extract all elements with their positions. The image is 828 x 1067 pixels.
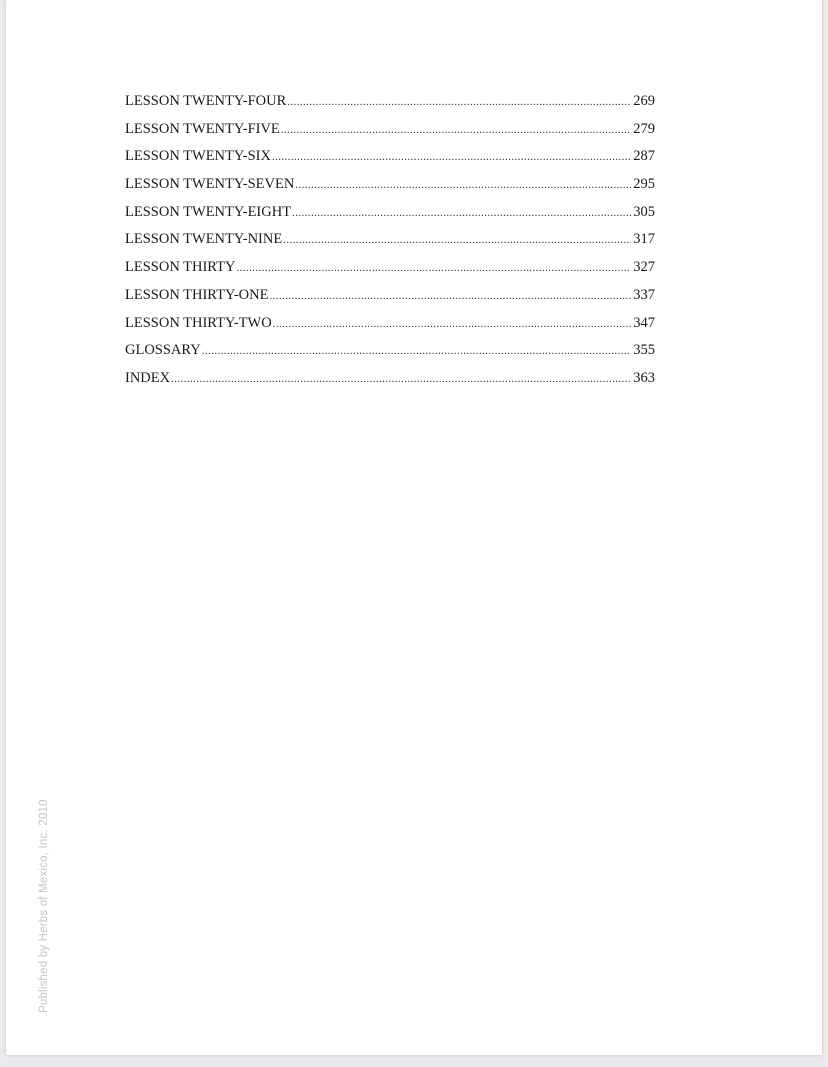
toc-dot-leader [292,207,631,219]
toc-entry-page: 355 [633,342,655,359]
toc-entry-page: 327 [633,259,655,276]
toc-entry-page: 279 [633,120,655,137]
toc-entry-title: INDEX [125,369,171,386]
toc-entry [125,287,655,315]
toc-entry-title: LESSON THIRTY-TWO [125,314,272,331]
toc-entry-title: LESSON TWENTY-SEVEN [125,176,295,193]
toc-entry [125,176,655,204]
toc-entry [125,370,655,398]
toc-entry [125,204,655,232]
toc-entry [125,342,655,370]
toc-dot-leader [272,151,631,163]
toc-entry [125,93,655,121]
toc-entry-page: 305 [633,203,655,220]
toc-dot-leader [283,234,631,246]
toc-dot-leader [273,318,632,330]
toc-entry-title: LESSON TWENTY-SIX [125,148,271,165]
toc-dot-leader [281,124,631,136]
toc-entry-page: 363 [633,369,655,386]
toc-entry-page: 287 [633,148,655,165]
toc-entry-page: 269 [633,93,655,109]
toc-entry-title: LESSON THIRTY-ONE [125,286,269,303]
toc-entry-page: 317 [633,231,655,248]
toc-dot-leader [171,373,631,385]
toc-dot-leader [295,179,631,191]
toc-dot-leader [287,96,631,108]
toc-entry-title: LESSON TWENTY-NINE [125,231,283,248]
toc-dot-leader [202,345,632,357]
toc-entry [125,121,655,149]
toc-entry [125,315,655,343]
toc-entry-page: 347 [633,314,655,331]
toc-dot-leader [269,290,631,302]
toc-entry-page: 337 [633,286,655,303]
toc-entry-page: 295 [633,176,655,193]
table-of-contents [125,93,655,398]
document-page [6,0,822,1055]
toc-entry [125,148,655,176]
toc-entry-title: LESSON THIRTY [125,259,236,276]
publisher-watermark: Published by Herbs of Mexico, Inc. 2010 [38,799,50,1013]
toc-entry-title: LESSON TWENTY-FOUR [125,93,287,109]
toc-entry-title: LESSON TWENTY-FIVE [125,120,280,137]
toc-dot-leader [236,262,631,274]
toc-entry-title: GLOSSARY [125,342,201,359]
toc-entry [125,259,655,287]
toc-entry [125,231,655,259]
toc-entry-title: LESSON TWENTY-EIGHT [125,203,292,220]
